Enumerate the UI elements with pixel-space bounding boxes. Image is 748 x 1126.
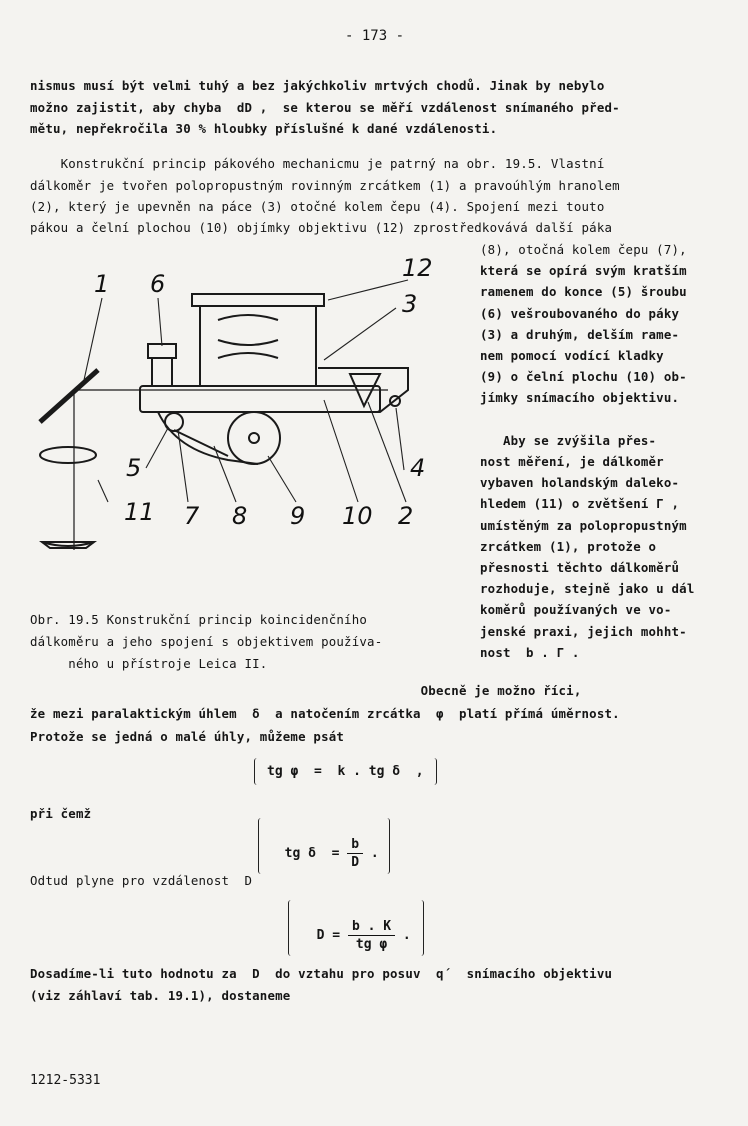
eq3-left: D =: [316, 928, 348, 943]
figure-label: 12: [402, 254, 433, 282]
para3-line-1: Obecně je možno říci,: [30, 683, 582, 698]
right-column-line: vybaven holandským daleko-: [480, 475, 680, 491]
figure-label: 5: [126, 454, 142, 482]
eq3-fraction: [348, 919, 395, 952]
para1-line-1: nismus musí být velmi tuhý a bez jakýchkoliv mrtvých chodů. Jinak by nebylo: [30, 78, 605, 93]
eq3-tail: .: [395, 928, 411, 943]
para4-line-2: (viz záhlaví tab. 19.1), dostaneme: [30, 988, 291, 1003]
right-column-line: (6) vešroubovaného do páky: [480, 305, 680, 321]
para3-line-2: že mezi paralaktickým úhlem δ a natočením zrcátka φ platí přímá úměrnost.: [30, 706, 620, 721]
eq3-numerator: b . K: [348, 919, 395, 936]
right-column-line: jímky snímacího objektivu.: [480, 390, 680, 406]
text-odtud: Odtud plyne pro vzdálenost D: [30, 873, 253, 888]
page-number: - 173 -: [345, 28, 405, 44]
para1-line-2: možno zajistit, aby chyba dD , se kterou se měří vzdálenost snímaného před-: [30, 100, 620, 115]
right-column-line: nost měření, je dálkoměr: [480, 454, 664, 469]
right-column-line: nem pomocí vodící kladky: [480, 348, 664, 363]
figure-label: 11: [124, 498, 155, 526]
figure-label: 9: [290, 502, 306, 530]
text-pri-cemz: při čemž: [30, 806, 92, 821]
para1-line-3: mětu, nepřekročila 30 % hloubky příslušné k dané vzdálenosti.: [30, 121, 498, 136]
figure-label: 1: [94, 270, 110, 298]
document-code: 1212-5331: [30, 1073, 101, 1088]
equation-3: [288, 900, 424, 956]
right-column-line: (3) a druhým, delším rame-: [480, 326, 680, 342]
caption-line-1: Obr. 19.5 Konstrukční princip koincidenčního: [30, 612, 368, 627]
eq2-left: tg δ =: [284, 846, 348, 861]
figure-label: 7: [184, 502, 200, 530]
eq2-tail: .: [363, 846, 379, 861]
right-column-line: Aby se zvýšila přes-: [480, 432, 657, 448]
right-column-line: která se opírá svým kratším: [480, 263, 687, 279]
figure-label: 10: [342, 502, 373, 530]
caption-line-3: ného u přístroje Leica II.: [30, 656, 268, 671]
right-column-line: jenské praxi, jejich mohht-: [480, 623, 687, 639]
right-column-line: hledem (11) o zvětšení Γ ,: [480, 496, 680, 512]
caption-line-2: dálkoměru a jeho spojení s objektivem používa-: [30, 634, 383, 649]
figure-label: 8: [232, 502, 248, 530]
right-column-line: koměrů používaných ve vo-: [480, 602, 672, 618]
para2-line-1: Konstrukční princip pákového mechanicmu je patrný na obr. 19.5. Vlastní: [30, 156, 605, 171]
rangefinder-figure: [28, 250, 448, 550]
right-column-line: (9) o čelní plochu (10) ob-: [480, 369, 687, 385]
eq2-denominator: D: [351, 855, 360, 870]
equation-2: [258, 818, 390, 874]
right-column-line: rozhoduje, stejně jako u dál: [480, 581, 695, 597]
para4-line-1: Dosadíme-li tuto hodnotu za D do vztahu pro posuv q´ snímacího objektivu: [30, 966, 613, 981]
right-column-line: (8), otočná kolem čepu (7),: [480, 242, 687, 257]
eq2-fraction: [347, 837, 363, 870]
right-column-line: nost b . Γ .: [480, 644, 580, 660]
right-column-line: přesnosti těchto dálkoměrů: [480, 560, 680, 575]
right-column-line: zrcátkem (1), protože o: [480, 538, 657, 554]
para2-line-4: pákou a čelní plochou (10) objímky objektivu (12) zprostředkovává další páka: [30, 220, 613, 235]
para2-line-2: dálkoměr je tvořen polopropustným rovinným zrcátkem (1) a pravoúhlým hranolem: [30, 178, 620, 193]
eq2-numerator: b: [347, 837, 363, 854]
figure-label: 3: [402, 290, 418, 318]
para3-line-3: Protože se jedná o malé úhly, můžeme psát: [30, 729, 345, 744]
figure-label: 2: [398, 502, 414, 530]
figure-label: 4: [410, 454, 426, 482]
eq3-denominator: tg φ: [355, 937, 388, 952]
right-column-line: umístěným za polopropustným: [480, 517, 687, 533]
equation-1: tg φ = k . tg δ ,: [254, 758, 437, 785]
figure-label: 6: [150, 270, 166, 298]
para2-line-3: (2), který je upevněn na páce (3) otočné kolem čepu (4). Spojení mezi touto: [30, 199, 605, 214]
right-column-line: ramenem do konce (5) šroubu: [480, 284, 687, 300]
